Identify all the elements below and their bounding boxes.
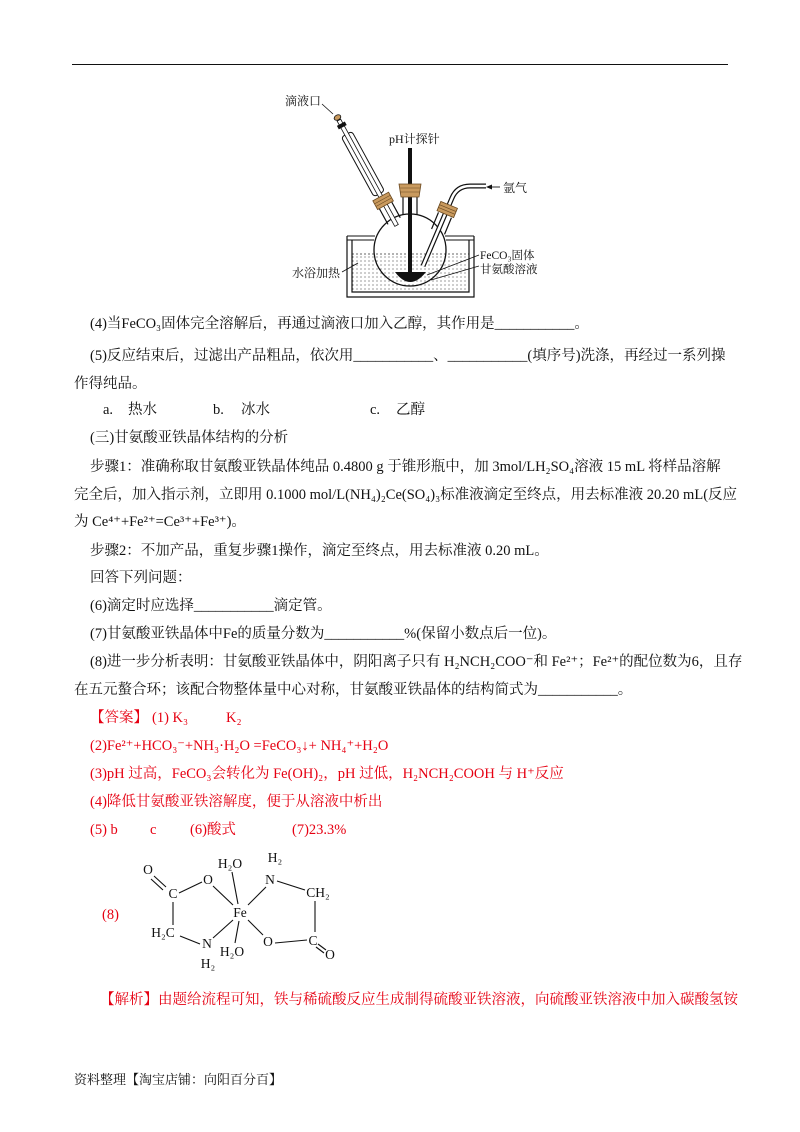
- bond-fe-n-bottom: [213, 920, 233, 938]
- atom-n-bottom: N: [202, 936, 212, 951]
- option-a-letter: a.: [103, 402, 114, 418]
- option-a-text: 热水: [128, 402, 157, 418]
- bond-n-ch2-right: [277, 881, 305, 890]
- analysis-text: 【解析】由题给流程可知，铁与稀硫酸反应生成制得硫酸亚铁溶液，向硫酸亚铁溶液中加入碳酸氢铵: [100, 992, 738, 1008]
- atom-o-left: O: [203, 872, 213, 887]
- answer-1-second: K₂: [226, 710, 242, 726]
- step-1-line-2: 完全后，加入指示剂，立即用 0.1000 mol/L(NH₄)₂Ce(SO₄)₃标准液滴定至终点，用去标准液 20.20 mL(反应: [74, 487, 738, 503]
- option-b-letter: b.: [213, 402, 224, 418]
- answer-1-first: (1) K₃: [152, 710, 189, 726]
- ph-probe-label: pH计探针: [389, 132, 440, 146]
- bond-fe-o-bottom: [248, 920, 263, 935]
- atom-n-top: N: [265, 872, 275, 887]
- argon-arrow: [486, 185, 500, 190]
- section-3-heading: (三)甘氨酸亚铁晶体结构的分析: [90, 430, 289, 446]
- atom-fe: Fe: [233, 905, 247, 920]
- step-1-line-3: 为 Ce⁴⁺+Fe²⁺=Ce³⁺+Fe³⁺)。: [74, 514, 246, 530]
- option-c-letter: c.: [370, 402, 381, 418]
- answer-5-first: (5) b: [90, 822, 118, 838]
- apparatus-diagram: [0, 0, 800, 310]
- dropping-port-label: 滴液口: [285, 94, 322, 108]
- bond-c-o-bottom: [275, 940, 307, 943]
- answer-tag: 【答案】: [90, 710, 148, 726]
- atom-h2o-top: H₂O: [217, 856, 243, 871]
- question-8-line-1: (8)进一步分析表明：甘氨酸亚铁晶体中，阴阳离子只有 H₂NCH₂COO⁻和 Fe²⁺；Fe²⁺的配位数为6，且存: [90, 654, 743, 670]
- right-stopper: [437, 201, 457, 217]
- answer-5-second: c: [150, 822, 157, 838]
- atom-o-bottom: O: [263, 934, 273, 949]
- argon-label: 氩气: [503, 181, 528, 195]
- question-4: (4)当FeCO₃固体完全溶解后，再通过滴液口加入乙醇，其作用是___________。: [90, 316, 589, 332]
- atom-ch2-right: CH₂: [306, 885, 330, 900]
- bond-o-c-left-double: [151, 876, 166, 890]
- answer-2: (2)Fe²⁺+HCO₃⁻+NH₃·H₂O =FeCO₃↓+ NH₄⁺+H₂O: [90, 738, 389, 754]
- option-b-text: 冰水: [241, 402, 270, 418]
- bond-fe-h2o-bottom: [235, 921, 239, 943]
- atom-h2o-bottom: H₂O: [219, 944, 245, 959]
- question-7: (7)甘氨酸亚铁晶体中Fe的质量分数为___________%(保留小数点后一位)。: [90, 626, 557, 642]
- page-footer: 资料整理【淘宝店铺：向阳百分百】: [74, 1072, 283, 1087]
- step-1-line-1: 步骤1：准确称取甘氨酸亚铁晶体纯品 0.4800 g 于锥形瓶中，加 3mol/LH₂SO₄溶液 15 mL 将样品溶解: [90, 459, 721, 475]
- question-5-line-2: 作得纯品。: [74, 376, 147, 392]
- atom-h2c-left: H₂C: [151, 925, 175, 940]
- dropping-port-leader: [322, 104, 333, 114]
- bond-c-o-left: [179, 882, 202, 893]
- solid-label: FeCO₃固体: [480, 250, 535, 262]
- bond-o-fe-left: [213, 886, 233, 905]
- atom-c-right: C: [308, 933, 318, 948]
- atom-o-carbonyl-left: O: [143, 862, 153, 877]
- answer-4: (4)降低甘氨酸亚铁溶解度，便于从溶液中析出: [90, 794, 383, 810]
- bond-ch2-n-bottom: [180, 936, 200, 944]
- center-stopper: [399, 184, 421, 197]
- question-5-line-1: (5)反应结束后，过滤出产品粗品，依次用___________、___________(填序号)洗涤，再经过一系列操: [90, 348, 726, 364]
- solution-label: 甘氨酸溶液: [480, 264, 538, 276]
- answer-prompt: 回答下列问题：: [90, 570, 192, 586]
- water-bath-label: 水浴加热: [292, 266, 341, 280]
- bond-n-fe-top: [248, 887, 266, 905]
- answer-8-label: (8): [102, 907, 119, 923]
- atom-h2-bottom: H₂: [200, 956, 216, 971]
- atom-o-carbonyl-right: O: [325, 947, 335, 962]
- step-2: 步骤2：不加产品，重复步骤1操作，滴定至终点，用去标准液 0.20 mL。: [90, 543, 549, 559]
- answer-7: (7)23.3%: [292, 822, 347, 838]
- dropping-funnel: [328, 111, 404, 230]
- question-6: (6)滴定时应选择___________滴定管。: [90, 598, 332, 614]
- atom-h2-top: H₂: [267, 850, 283, 865]
- answer-3: (3)pH 过高，FeCO₃会转化为 Fe(OH)₂，pH 过低，H₂NCH₂COOH 与 H⁺反应: [90, 766, 564, 782]
- option-c-text: 乙醇: [396, 402, 425, 418]
- question-8-line-2: 在五元螯合环；该配合物整体量中心对称，甘氨酸亚铁晶体的结构简式为___________。: [74, 682, 633, 698]
- bond-h2o-fe-top: [232, 872, 238, 904]
- iron-glycinate-structure: [120, 840, 360, 980]
- atom-c-left: C: [168, 886, 178, 901]
- answer-6: (6)酸式: [190, 822, 236, 838]
